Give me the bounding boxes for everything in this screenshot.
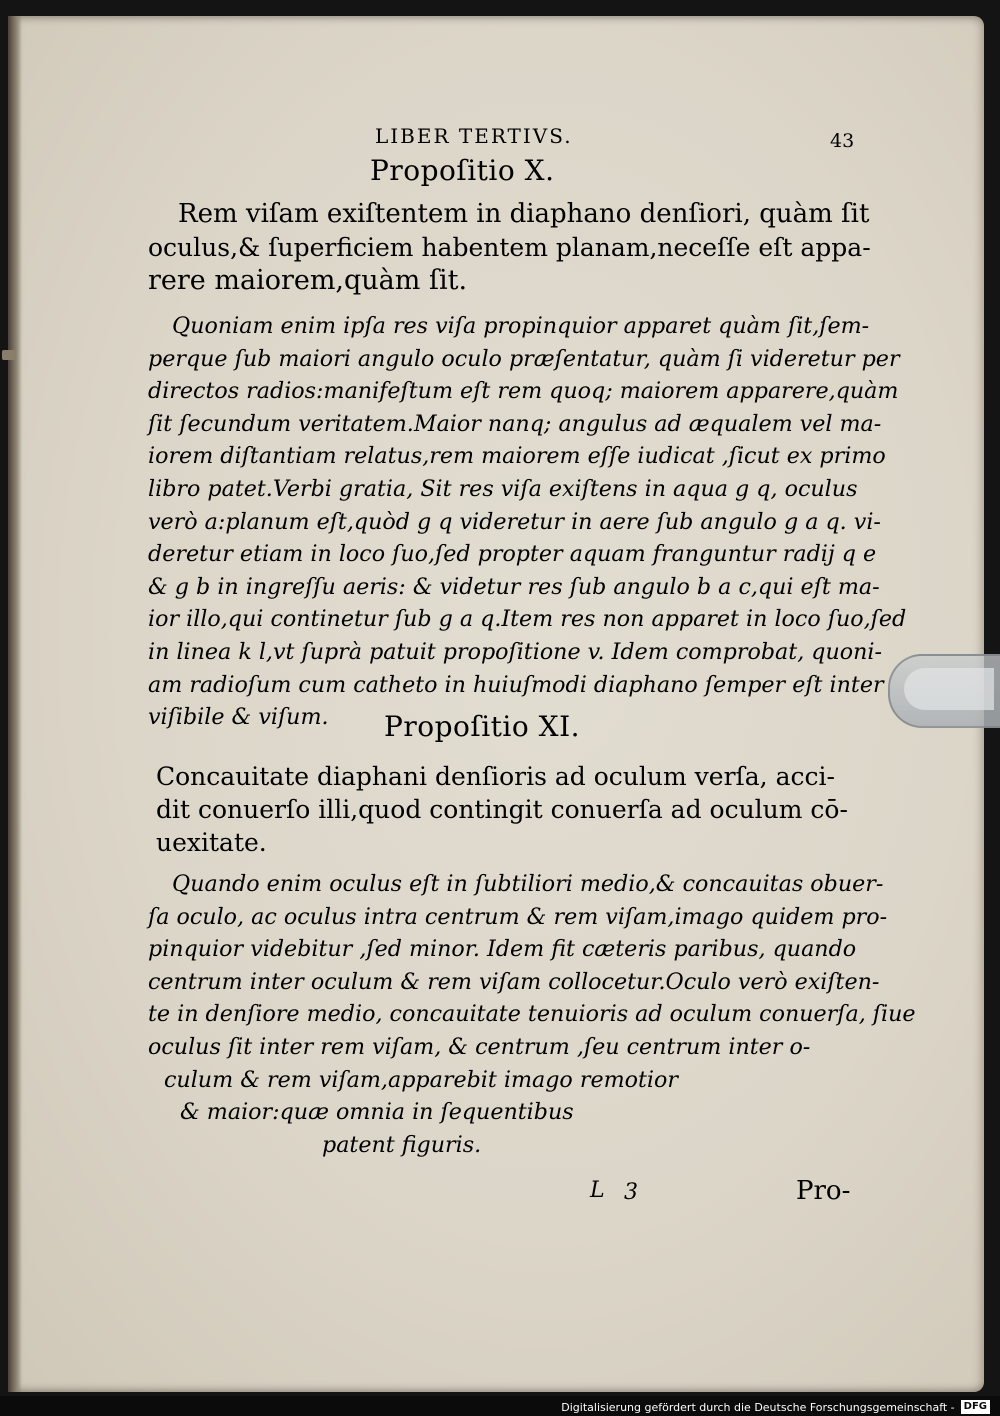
running-head: LIBER TERTIVS. xyxy=(375,124,573,148)
page-number: 43 xyxy=(830,130,855,152)
demonstration-line: pinquior videbitur ,ſed minor. Idem fit cæteris paribus, quando xyxy=(148,936,857,963)
signature-mark: L xyxy=(590,1178,605,1203)
demonstration-line: ſit ſecundum veritatem.Maior nanq; angulus ad æqualem vel ma- xyxy=(148,410,882,437)
digitization-footer xyxy=(561,1399,990,1415)
enunciation-line: Concauitate diaphani denſioris ad oculum verſa, acci- xyxy=(156,762,835,791)
page-gutter-shadow xyxy=(8,16,22,1392)
demonstration-line: am radioſum cum catheto in huiuſmodi diaphano ſemper eſt inter xyxy=(148,671,884,698)
demonstration-line: in linea k l,vt ſuprà patuit propoſitione v. Idem comprobat, quoni- xyxy=(148,638,883,665)
proposition-xi-demonstration xyxy=(148,868,916,1161)
demonstration-line: Quoniam enim ipſa res viſa propinquior apparet quàm ſit,ſem- xyxy=(172,313,870,339)
footer-text: Digitalisierung gefördert durch die Deutsche Forschungsgemeinschaft - xyxy=(561,1400,955,1414)
demonstration-line: te in denſiore medio, concauitate tenuioris ad oculum conuerſa, ſiue xyxy=(148,1001,916,1028)
page-clip xyxy=(888,654,1000,728)
demonstration-line: & maior:quæ omnia in ſequentibus xyxy=(180,1099,574,1126)
enunciation-line: Rem viſam exiſtentem in diaphano denſiori, quàm ſit xyxy=(178,199,870,229)
enunciation-line: uexitate. xyxy=(156,828,267,857)
catchword: Pro- xyxy=(796,1176,851,1206)
dfg-logo: DFG xyxy=(961,1400,990,1414)
demonstration-line: iorem diſtantiam relatus,rem maiorem eſſe iudicat ,ſicut ex primo xyxy=(148,443,886,470)
proposition-x-heading: Propoſitio X. xyxy=(370,154,555,187)
demonstration-line: patent figuris. xyxy=(322,1131,482,1158)
demonstration-line: Quando enim oculus eſt in ſubtiliori medio,& concauitas obuer- xyxy=(172,871,884,897)
demonstration-line: culum & rem viſam,apparebit imago remotior xyxy=(164,1066,678,1093)
demonstration-line: verò a:planum eſt,quòd g q videretur in aere ſub angulo g a q. vi- xyxy=(148,508,881,535)
demonstration-line: oculus ſit inter rem viſam, & centrum ,ſeu centrum inter o- xyxy=(148,1033,811,1060)
enunciation-line: dit conuerſo illi,quod contingit conuerſa ad oculum cō- xyxy=(156,795,848,824)
demonstration-line: ior illo,qui continetur ſub g a q.Item res non apparet in loco ſuo,ſed xyxy=(148,606,907,633)
page-clip-window xyxy=(904,668,994,710)
demonstration-line: viſibile & viſum. xyxy=(148,704,329,731)
demonstration-line: deretur etiam in loco ſuo,ſed propter aquam franguntur radij q e xyxy=(148,541,877,568)
proposition-xi-enunciation xyxy=(156,760,856,859)
signature-number: 3 xyxy=(624,1180,638,1205)
proposition-x-demonstration xyxy=(148,310,907,734)
binding-thread xyxy=(2,350,16,360)
demonstration-line: perque ſub maiori angulo oculo præſentatur, quàm ſi videretur per xyxy=(148,345,900,372)
demonstration-line: directos radios:manifeſtum eſt rem quoq; maiorem apparere,quàm xyxy=(148,378,899,405)
demonstration-line: & g b in ingreſſu aeris: & videtur res ſub angulo b a c,qui eſt ma- xyxy=(148,573,880,600)
proposition-x-enunciation xyxy=(148,198,871,297)
demonstration-line: ſa oculo, ac oculus intra centrum & rem viſam,imago quidem pro- xyxy=(148,903,888,930)
demonstration-line: libro patet.Verbi gratia, Sit res viſa exiſtens in aqua g q, oculus xyxy=(148,475,858,502)
enunciation-line: rere maiorem,quàm ſit. xyxy=(148,265,468,296)
proposition-xi-heading: Propoſitio XI. xyxy=(384,710,581,743)
demonstration-line: centrum inter oculum & rem viſam collocetur.Oculo verò exiſten- xyxy=(148,968,880,995)
enunciation-line: oculus,& ſuperficiem habentem planam,neceſſe eſt appa- xyxy=(148,233,871,262)
